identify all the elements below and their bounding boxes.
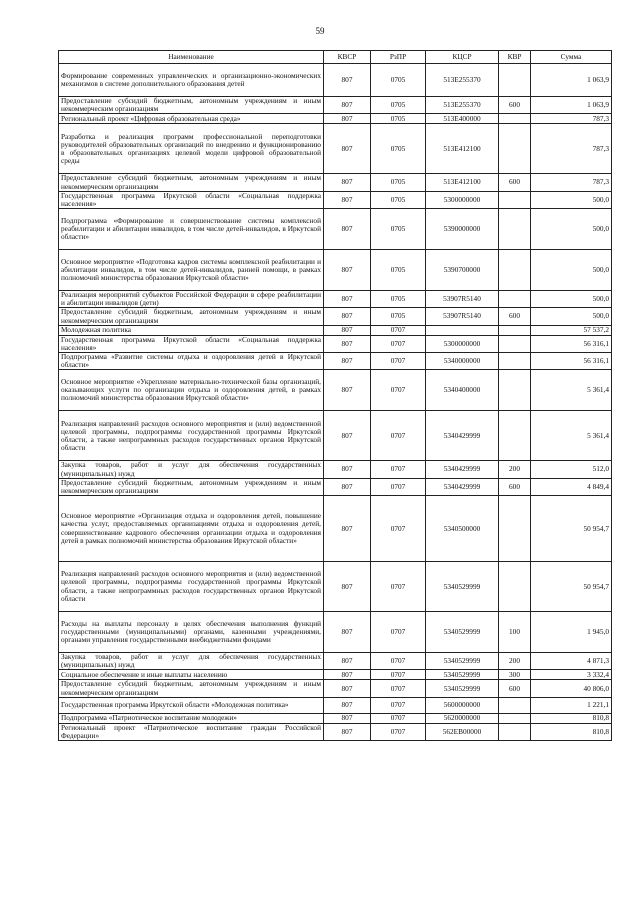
cell-sum: 5 361,4 (531, 411, 612, 461)
cell-name: Расходы на выплаты персоналу в целях обеспечения выполнения функций государственными (муниципальными) органами, казенными учреждениями, органами управления государственными внебюджетными фондами (59, 612, 324, 653)
cell-kvr (499, 353, 531, 370)
cell-kvr (499, 723, 531, 740)
cell-sum: 57 537,2 (531, 325, 612, 335)
cell-sum: 3 332,4 (531, 670, 612, 680)
table-row (59, 353, 612, 370)
cell-sum: 50 954,7 (531, 496, 612, 562)
table-row (59, 478, 612, 495)
column-header-kcsr: КЦСР (426, 51, 499, 64)
table-row (59, 191, 612, 208)
cell-name: Реализация направлений расходов основного мероприятия и (или) ведомственной целевой программы, подпрограммы государственной программы Иркутской области, а также непрограммных расходов государственных органов Иркутской области (59, 562, 324, 612)
table-row (59, 562, 612, 612)
table-row (59, 250, 612, 291)
cell-rzpr: 0707 (371, 670, 426, 680)
cell-sum: 1 063,9 (531, 97, 612, 114)
cell-kvr (499, 124, 531, 174)
cell-kcsr: 562EB00000 (426, 723, 499, 740)
cell-kvsr: 807 (324, 64, 371, 97)
cell-rzpr: 0707 (371, 653, 426, 670)
cell-sum: 810,8 (531, 713, 612, 723)
cell-kvsr: 807 (324, 97, 371, 114)
cell-kvr (499, 370, 531, 411)
cell-sum: 787,3 (531, 174, 612, 191)
cell-kvsr: 807 (324, 174, 371, 191)
cell-rzpr: 0707 (371, 723, 426, 740)
column-header-kvsr: КВСР (324, 51, 371, 64)
cell-kcsr: 513E255370 (426, 97, 499, 114)
cell-kcsr: 53907R5140 (426, 291, 499, 308)
cell-kvr: 200 (499, 653, 531, 670)
cell-kcsr: 5340429999 (426, 411, 499, 461)
cell-kvr (499, 114, 531, 124)
cell-rzpr: 0707 (371, 496, 426, 562)
cell-kvr (499, 411, 531, 461)
cell-kcsr: 5340529999 (426, 562, 499, 612)
cell-name: Социальное обеспечение и иные выплаты населению (59, 670, 324, 680)
table-header-row (59, 51, 612, 64)
cell-sum: 1 221,1 (531, 697, 612, 713)
cell-sum: 56 316,1 (531, 335, 612, 352)
cell-kvr (499, 496, 531, 562)
cell-kvr (499, 64, 531, 97)
cell-rzpr: 0705 (371, 291, 426, 308)
cell-rzpr: 0707 (371, 370, 426, 411)
cell-kvr: 600 (499, 680, 531, 697)
cell-kvr (499, 713, 531, 723)
cell-kcsr: 513E412100 (426, 124, 499, 174)
table-row (59, 697, 612, 713)
cell-kcsr: 5390700000 (426, 250, 499, 291)
column-header-kvr: КВР (499, 51, 531, 64)
cell-name: Региональный проект «Цифровая образовательная среда» (59, 114, 324, 124)
cell-name: Молодежная политика (59, 325, 324, 335)
cell-sum: 4 849,4 (531, 478, 612, 495)
cell-kcsr: 5340429999 (426, 461, 499, 478)
cell-name: Реализация мероприятий субъектов Российской Федерации в сфере реабилитации и абилитации инвалидов (дети) (59, 291, 324, 308)
table-row (59, 97, 612, 114)
cell-kcsr: 5340000000 (426, 353, 499, 370)
cell-kvr (499, 209, 531, 250)
column-header-rzpr: РзПР (371, 51, 426, 64)
column-header-name: Наименование (59, 51, 324, 64)
cell-rzpr: 0705 (371, 64, 426, 97)
cell-name: Предоставление субсидий бюджетным, автономным учреждениям и иным некоммерческим организациям (59, 478, 324, 495)
cell-sum: 1 945,0 (531, 612, 612, 653)
cell-sum: 500,0 (531, 291, 612, 308)
cell-kvr: 600 (499, 174, 531, 191)
cell-rzpr: 0707 (371, 353, 426, 370)
cell-kvsr: 807 (324, 308, 371, 325)
cell-kvsr: 807 (324, 124, 371, 174)
table-row (59, 64, 612, 97)
cell-sum: 1 063,9 (531, 64, 612, 97)
cell-kvr (499, 562, 531, 612)
cell-name: Подпрограмма «Формирование и совершенствование системы комплексной реабилитации и абилитации инвалидов, в том числе детей-инвалидов, в Иркутской области» (59, 209, 324, 250)
cell-kcsr: 5340529999 (426, 653, 499, 670)
cell-kvsr: 807 (324, 612, 371, 653)
cell-rzpr: 0705 (371, 209, 426, 250)
cell-kvsr: 807 (324, 335, 371, 352)
budget-table (58, 50, 612, 741)
cell-kvsr: 807 (324, 114, 371, 124)
table-row (59, 496, 612, 562)
table-row (59, 209, 612, 250)
cell-kvsr: 807 (324, 411, 371, 461)
cell-kvsr: 807 (324, 291, 371, 308)
cell-kvr (499, 325, 531, 335)
cell-kcsr: 53907R5140 (426, 308, 499, 325)
cell-rzpr: 0707 (371, 680, 426, 697)
cell-kvsr: 807 (324, 209, 371, 250)
cell-kvsr: 807 (324, 697, 371, 713)
cell-kvr: 100 (499, 612, 531, 653)
cell-kvr (499, 291, 531, 308)
cell-sum: 500,0 (531, 209, 612, 250)
cell-sum: 40 806,0 (531, 680, 612, 697)
cell-kcsr: 5340529999 (426, 670, 499, 680)
cell-kvr: 300 (499, 670, 531, 680)
table-row (59, 713, 612, 723)
table-row (59, 308, 612, 325)
cell-kcsr: 5340429999 (426, 478, 499, 495)
cell-name: Региональный проект «Патриотическое воспитание граждан Российской Федерации» (59, 723, 324, 740)
cell-kvr (499, 335, 531, 352)
table-row (59, 680, 612, 697)
cell-name: Предоставление субсидий бюджетным, автономным учреждениям и иным некоммерческим организациям (59, 174, 324, 191)
cell-name: Реализация направлений расходов основного мероприятия и (или) ведомственной целевой программы, подпрограммы государственной программы Иркутской области, а также непрограммных расходов государственных органов Иркутской области (59, 411, 324, 461)
table-row (59, 612, 612, 653)
table-row (59, 335, 612, 352)
cell-sum: 787,3 (531, 114, 612, 124)
cell-rzpr: 0705 (371, 124, 426, 174)
cell-kvsr: 807 (324, 653, 371, 670)
table-row (59, 723, 612, 740)
cell-kvsr: 807 (324, 723, 371, 740)
cell-kvr: 200 (499, 461, 531, 478)
cell-name: Государственная программа Иркутской области «Молодежная политика» (59, 697, 324, 713)
cell-kcsr: 5300000000 (426, 191, 499, 208)
table-row (59, 411, 612, 461)
cell-kcsr: 513E400000 (426, 114, 499, 124)
cell-name: Подпрограмма «Развитие системы отдыха и оздоровления детей в Иркутской области» (59, 353, 324, 370)
cell-kvsr: 807 (324, 478, 371, 495)
table-row (59, 114, 612, 124)
cell-kcsr: 5340500000 (426, 496, 499, 562)
cell-rzpr: 0707 (371, 335, 426, 352)
cell-kvsr: 807 (324, 461, 371, 478)
cell-sum: 56 316,1 (531, 353, 612, 370)
cell-rzpr: 0707 (371, 562, 426, 612)
cell-kvsr: 807 (324, 353, 371, 370)
cell-sum: 500,0 (531, 191, 612, 208)
cell-kcsr: 5390000000 (426, 209, 499, 250)
table-row (59, 370, 612, 411)
cell-rzpr: 0705 (371, 250, 426, 291)
cell-sum: 50 954,7 (531, 562, 612, 612)
cell-name: Государственная программа Иркутской области «Социальная поддержка населения» (59, 191, 324, 208)
table-row (59, 124, 612, 174)
cell-kvsr: 807 (324, 250, 371, 291)
table-row (59, 325, 612, 335)
cell-rzpr: 0705 (371, 174, 426, 191)
cell-kcsr: 5340400000 (426, 370, 499, 411)
cell-sum: 810,8 (531, 723, 612, 740)
cell-sum: 512,0 (531, 461, 612, 478)
column-header-sum: Сумма (531, 51, 612, 64)
cell-rzpr: 0707 (371, 697, 426, 713)
page-number: 59 (315, 26, 325, 36)
cell-kcsr: 5340529999 (426, 680, 499, 697)
cell-kvsr: 807 (324, 325, 371, 335)
cell-rzpr: 0705 (371, 97, 426, 114)
cell-kvsr: 807 (324, 496, 371, 562)
cell-sum: 500,0 (531, 308, 612, 325)
cell-rzpr: 0705 (371, 191, 426, 208)
cell-rzpr: 0705 (371, 114, 426, 124)
cell-rzpr: 0707 (371, 461, 426, 478)
cell-kcsr: 5600000000 (426, 697, 499, 713)
cell-rzpr: 0707 (371, 478, 426, 495)
cell-sum: 5 361,4 (531, 370, 612, 411)
table-row (59, 461, 612, 478)
cell-kvsr: 807 (324, 370, 371, 411)
cell-rzpr: 0705 (371, 308, 426, 325)
cell-kvr: 600 (499, 478, 531, 495)
cell-name: Предоставление субсидий бюджетным, автономным учреждениям и иным некоммерческим организациям (59, 97, 324, 114)
cell-kvsr: 807 (324, 191, 371, 208)
cell-name: Основное мероприятие «Подготовка кадров системы комплексной реабилитации и абилитации инвалидов, в том числе детей-инвалидов, ранней помощи, в рамках полномочий министерства образования Иркутской области» (59, 250, 324, 291)
cell-rzpr: 0707 (371, 411, 426, 461)
cell-name: Основное мероприятие «Организация отдыха и оздоровления детей, повышение качества услуг, предоставляемых организациями отдыха и оздоровления детей, совершенствование кадрового обеспечения организации отдыха и оздоровления детей в рамках полномочий министерства образования Иркутской области» (59, 496, 324, 562)
cell-kvr: 600 (499, 308, 531, 325)
cell-name: Закупка товаров, работ и услуг для обеспечения государственных (муниципальных) нужд (59, 461, 324, 478)
cell-name: Предоставление субсидий бюджетным, автономным учреждениям и иным некоммерческим организациям (59, 680, 324, 697)
cell-sum: 787,3 (531, 124, 612, 174)
cell-kvr (499, 697, 531, 713)
cell-kcsr: 5340529999 (426, 612, 499, 653)
cell-name: Предоставление субсидий бюджетным, автономным учреждениям и иным некоммерческим организациям (59, 308, 324, 325)
cell-rzpr: 0707 (371, 612, 426, 653)
cell-sum: 4 871,3 (531, 653, 612, 670)
cell-kcsr (426, 325, 499, 335)
cell-kcsr: 5300000000 (426, 335, 499, 352)
cell-name: Закупка товаров, работ и услуг для обеспечения государственных (муниципальных) нужд (59, 653, 324, 670)
cell-kcsr: 5620000000 (426, 713, 499, 723)
cell-kvsr: 807 (324, 680, 371, 697)
cell-sum: 500,0 (531, 250, 612, 291)
cell-name: Основное мероприятие «Укрепление материально-технической базы организаций, оказывающих услуги по организации отдыха и оздоровления детей, в рамках полномочий министерства образования Иркутской области» (59, 370, 324, 411)
cell-name: Государственная программа Иркутской области «Социальная поддержка населения» (59, 335, 324, 352)
cell-rzpr: 0707 (371, 325, 426, 335)
cell-name: Подпрограмма «Патриотическое воспитание молодежи» (59, 713, 324, 723)
cell-kvr (499, 250, 531, 291)
table-row (59, 174, 612, 191)
cell-kvsr: 807 (324, 562, 371, 612)
cell-kcsr: 513E255370 (426, 64, 499, 97)
cell-kvr (499, 191, 531, 208)
cell-name: Формирование современных управленческих и организационно-экономических механизмов в системе дополнительного образования детей (59, 64, 324, 97)
cell-kvsr: 807 (324, 713, 371, 723)
table-row (59, 653, 612, 670)
cell-kcsr: 513E412100 (426, 174, 499, 191)
table-row (59, 670, 612, 680)
table-row (59, 291, 612, 308)
cell-kvsr: 807 (324, 670, 371, 680)
cell-rzpr: 0707 (371, 713, 426, 723)
cell-kvr: 600 (499, 97, 531, 114)
cell-name: Разработка и реализация программ профессиональной переподготовки руководителей образовательных организаций по внедрению и функционированию в образовательных организациях целевой модели цифровой образовательной среды (59, 124, 324, 174)
